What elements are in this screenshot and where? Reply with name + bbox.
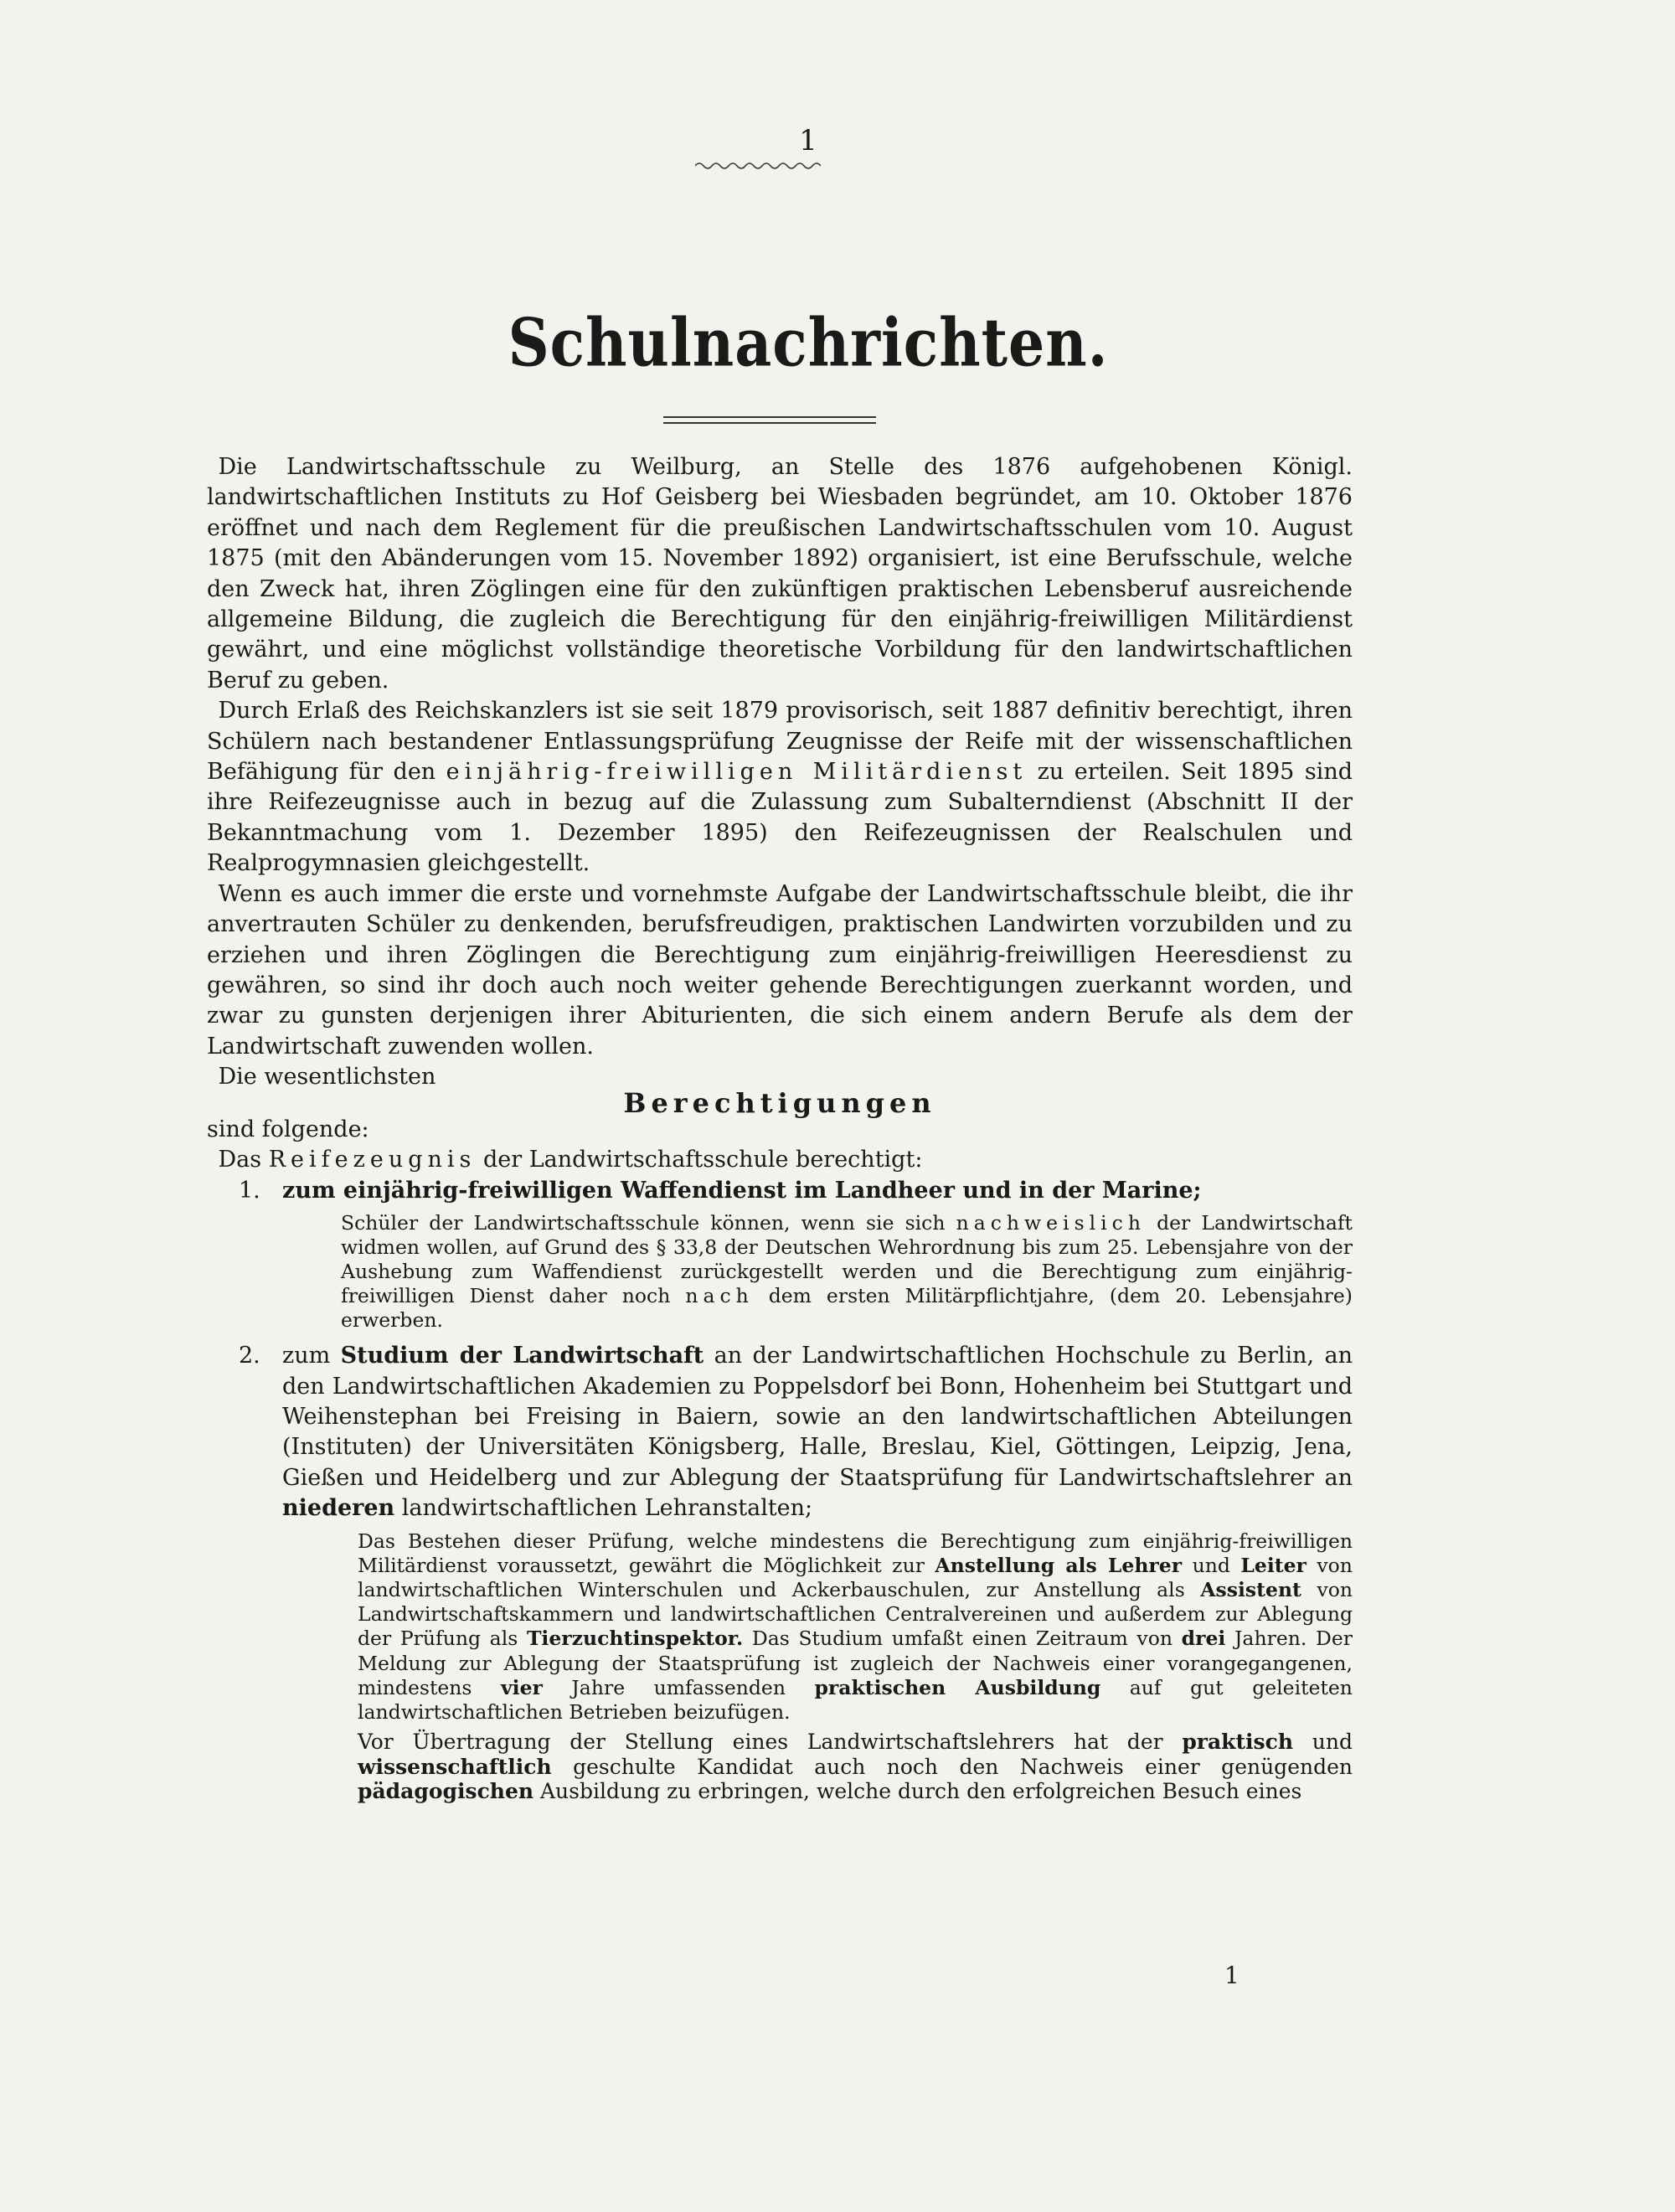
item2-note-bold-5: drei <box>1181 1627 1226 1651</box>
item1-note-text-b: der Landwirtschaft widmen wollen, auf Grund des § 33,8 der Deutschen Wehrordnung bis zum 25. Lebensjahre von der Aushebung zum Waffendienst zurückgestellt werden und die Berechtigung zum einjährig-freiwilligen Dienst daher noch <box>341 1211 1353 1308</box>
section-heading: Berechtigungen <box>623 1086 936 1119</box>
list-item-2-note-2 <box>358 1730 1353 1804</box>
item2-note-bold-4: Tierzuchtinspektor. <box>526 1627 744 1651</box>
paragraph-2-text-b: zu erteilen. Seit 1895 sind ihre Reifezeugnisse auch in bezug auf die Zulassung zum Subalterndienst (Abschnitt II der Bekanntmachung vom 1. Dezember 1895) den Reifezeugnissen der Realschulen und Realprogymnasien gleichgestellt. <box>207 759 1353 877</box>
item2-text-c: landwirtschaftlichen Lehranstalten; <box>401 1495 813 1522</box>
paragraph-4: Die wesentlichsten <box>218 1064 436 1091</box>
wavy-ornament <box>695 159 821 173</box>
item1-note-text-c: dem ersten Militärpflichtjahre, (dem 20. Lebensjahre) erwerben. <box>341 1284 1353 1333</box>
item2-m-c: geschulte Kandidat auch noch den Nachweis einer genügenden <box>573 1754 1353 1779</box>
item2-note-bold-6: vier <box>500 1675 543 1699</box>
paragraph-1: Die Landwirtschaftsschule zu Weilburg, an Stelle des 1876 aufgehobenen Königl. landwirtschaftlichen Instituts zu Hof Geisberg bei Wiesbaden begründet, am 10. Oktober 1876 eröffnet und nach dem Reglement für die preußischen Landwirtschaftsschulen vom 10. August 1875 (mit den Abänderungen vom 15. November 1892) organisiert, ist eine Berufsschule, welche den Zweck hat, ihren Zöglingen eine für den zukünftigen praktischen Lebensberuf ausreichende allgemeine Bildung, die zugleich die Berechtigung für den einjährig-freiwilligen Militärdienst gewährt, und eine möglichst vollständige theoretische Vorbildung für den landwirtschaftlichen Beruf zu geben. <box>207 454 1353 694</box>
item2-note-bold-2: Leiter <box>1240 1553 1306 1577</box>
page-number-top: 1 <box>799 124 817 157</box>
item2-note-bold-3: Assistent <box>1200 1578 1301 1601</box>
paragraph-2-spaced: einjährig-freiwilligen Militärdienst <box>446 759 1028 786</box>
item2-m-b: und <box>1312 1730 1353 1755</box>
paragraph-2-text-a: Durch Erlaß des Reichskanzlers ist sie seit 1879 provisorisch, seit 1887 definitiv berechtigt, ihren Schülern nach bestandener Entlassungsprüfung Zeugnisse der Reife mit der wissenschaftlichen Befähigung für den <box>207 698 1353 786</box>
paragraph-2 <box>207 696 1353 879</box>
list-item-1 <box>239 1176 1353 1206</box>
list-item-1-number: 1. <box>239 1177 260 1204</box>
list-item-1-note <box>341 1211 1353 1333</box>
item2-text-a: zum <box>282 1343 331 1369</box>
page-title: Schulnachrichten. <box>508 305 1109 382</box>
item2-m-a: Vor Übertragung der Stellung eines Landwirtschaftslehrers hat der <box>358 1730 1163 1755</box>
paragraph-5: sind folgende: <box>207 1116 369 1142</box>
item2-note-b: und <box>1192 1553 1230 1577</box>
paragraph-6-spaced: Reifezeugnis <box>268 1147 477 1173</box>
item1-note-spaced-2: nach <box>685 1284 754 1308</box>
list-item-2-note <box>358 1529 1353 1725</box>
item2-bold-1: Studium der Landwirtschaft <box>340 1343 704 1369</box>
body-text <box>207 452 1353 1804</box>
item2-note-a: Das Bestehen dieser Prüfung, welche mindestens die Berechtigung zum einjährig-freiwilligen Militärdienst voraussetzt, gewährt die Möglichkeit zur <box>358 1529 1353 1577</box>
paragraph-6 <box>207 1145 1353 1175</box>
item2-text-b: an der Landwirtschaftlichen Hochschule zu Berlin, an den Landwirtschaftlichen Akademien zu Poppelsdorf bei Bonn, Hohenheim bei Stuttgart und Weihenstephan bei Freising in Baiern, sowie an den landwirtschaftlichen Abteilungen (Instituten) der Universitäten Königsberg, Halle, Breslau, Kiel, Göttingen, Leipzig, Jena, Gießen und Heidelberg und zur Ablegung der Staatsprüfung für Landwirtschaftslehrer an <box>282 1343 1353 1491</box>
item2-note-f: Jahren. Der Meldung zur Ablegung der Staatsprüfung ist zugleich der Nachweis einer vorangegangenen, mindestens <box>358 1627 1353 1699</box>
page-number-bottom: 1 <box>1224 1962 1240 1989</box>
item2-m-bold-3: pädagogischen <box>358 1779 534 1804</box>
paragraph-3: Wenn es auch immer die erste und vornehmste Aufgabe der Landwirtschaftsschule bleibt, die ihr anvertrauten Schüler zu denkenden, berufsfreudigen, praktischen Landwirten vorzubilden und zu erziehen und ihren Zöglingen die Berechtigung zum einjährig-freiwilligen Heeresdienst zu gewähren, so sind ihr doch auch noch weiter gehende Berechtigungen zuerkannt worden, und zwar zu gunsten derjenigen ihrer Abiturienten, die sich einem andern Berufe als dem der Landwirtschaft zuwenden wollen. <box>207 880 1353 1060</box>
paragraph-6-text-a: Das <box>218 1147 262 1173</box>
item2-note-bold-1: Anstellung als Lehrer <box>935 1553 1183 1577</box>
list-item-1-title: zum einjährig-freiwilligen Waffendienst im Landheer und in der Marine; <box>282 1177 1202 1204</box>
item2-note-e: Das Studium umfaßt einen Zeitraum von <box>751 1627 1172 1651</box>
item2-m-bold-1: praktisch <box>1182 1730 1294 1755</box>
item2-note-g: Jahre umfassenden <box>571 1675 786 1699</box>
item2-note-h: auf gut geleiteten landwirtschaftlichen Betrieben beizufügen. <box>358 1675 1353 1725</box>
item2-m-d: Ausbildung zu erbringen, welche durch den erfolgreichen Besuch eines <box>540 1779 1302 1804</box>
item2-note-bold-7: praktischen Ausbildung <box>814 1675 1101 1699</box>
title-rule <box>663 416 876 424</box>
list-item-2 <box>239 1341 1353 1524</box>
item1-note-spaced-1: nachweislich <box>956 1211 1146 1235</box>
item2-bold-2: niederen <box>282 1495 395 1522</box>
item2-m-bold-2: wissenschaftlich <box>358 1754 552 1779</box>
list-item-2-number: 2. <box>239 1343 260 1369</box>
item2-note-d: von Landwirtschaftskammern und landwirtschaftlichen Centralvereinen und außerdem zur Ablegung der Prüfung als <box>358 1578 1353 1651</box>
item1-note-text-a: Schüler der Landwirtschaftsschule können, wenn sie sich <box>341 1211 946 1235</box>
paragraph-6-text-b: der Landwirtschaftsschule berechtigt: <box>482 1147 923 1173</box>
item2-note-c: von landwirtschaftlichen Winterschulen und Ackerbauschulen, zur Anstellung als <box>358 1553 1353 1601</box>
